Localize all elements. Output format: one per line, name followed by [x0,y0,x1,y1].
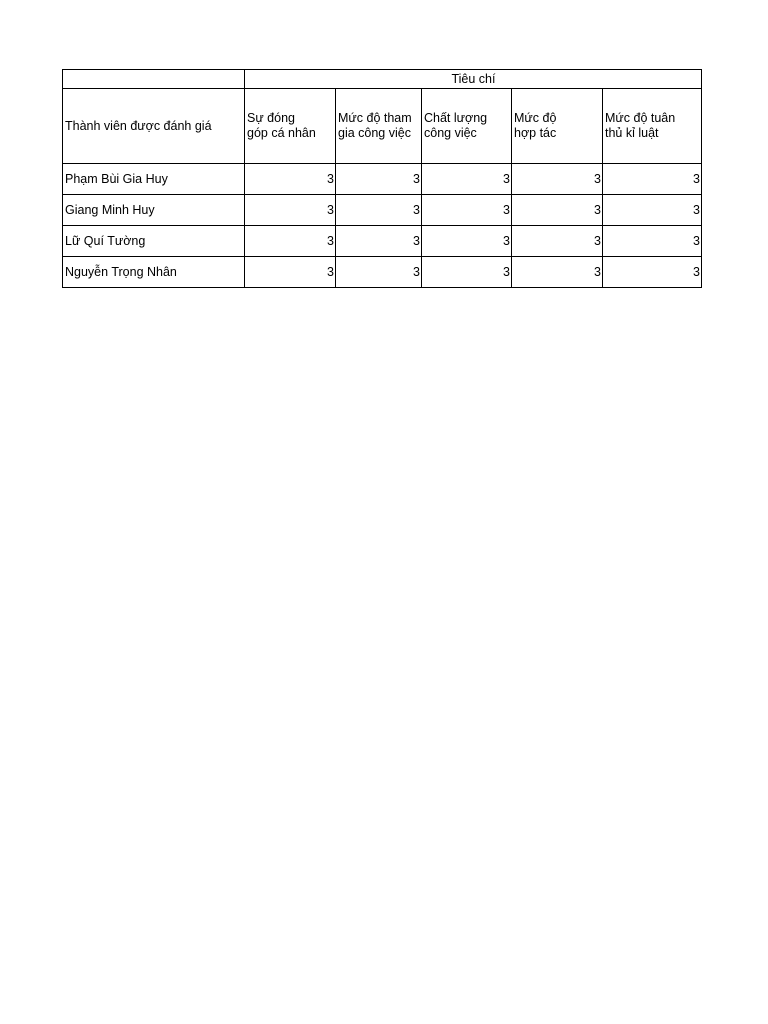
table-row [63,257,702,288]
score-cell: 3 [245,195,336,226]
score-cell: 3 [245,257,336,288]
criterion-header-quality: Chất lượng công việc [422,89,512,164]
score-cell: 3 [422,226,512,257]
criteria-group-row [63,70,702,89]
table-row [63,164,702,195]
score-cell: 3 [512,195,603,226]
criterion-header-cooperation: Mức độ hợp tác [512,89,603,164]
member-column-header: Thành viên được đánh giá [63,89,245,164]
member-name: Phạm Bùi Gia Huy [63,164,245,195]
score-cell: 3 [336,195,422,226]
member-name: Lữ Quí Tường [63,226,245,257]
criteria-group-header: Tiêu chí [245,70,702,89]
evaluation-table [62,69,702,288]
score-cell: 3 [422,164,512,195]
score-cell: 3 [603,257,702,288]
score-cell: 3 [336,164,422,195]
score-cell: 3 [512,257,603,288]
score-cell: 3 [603,226,702,257]
column-header-row [63,89,702,164]
score-cell: 3 [422,195,512,226]
score-cell: 3 [336,257,422,288]
empty-corner-cell [63,70,245,89]
score-cell: 3 [422,257,512,288]
member-name: Giang Minh Huy [63,195,245,226]
score-cell: 3 [336,226,422,257]
score-cell: 3 [603,164,702,195]
score-cell: 3 [603,195,702,226]
score-cell: 3 [245,226,336,257]
score-cell: 3 [512,226,603,257]
member-name: Nguyễn Trọng Nhân [63,257,245,288]
criterion-header-discipline: Mức độ tuân thủ kỉ luật [603,89,702,164]
criterion-header-contribution: Sự đóng góp cá nhân [245,89,336,164]
score-cell: 3 [245,164,336,195]
criterion-header-participation: Mức độ tham gia công việc [336,89,422,164]
score-cell: 3 [512,164,603,195]
table-row [63,226,702,257]
table-row [63,195,702,226]
